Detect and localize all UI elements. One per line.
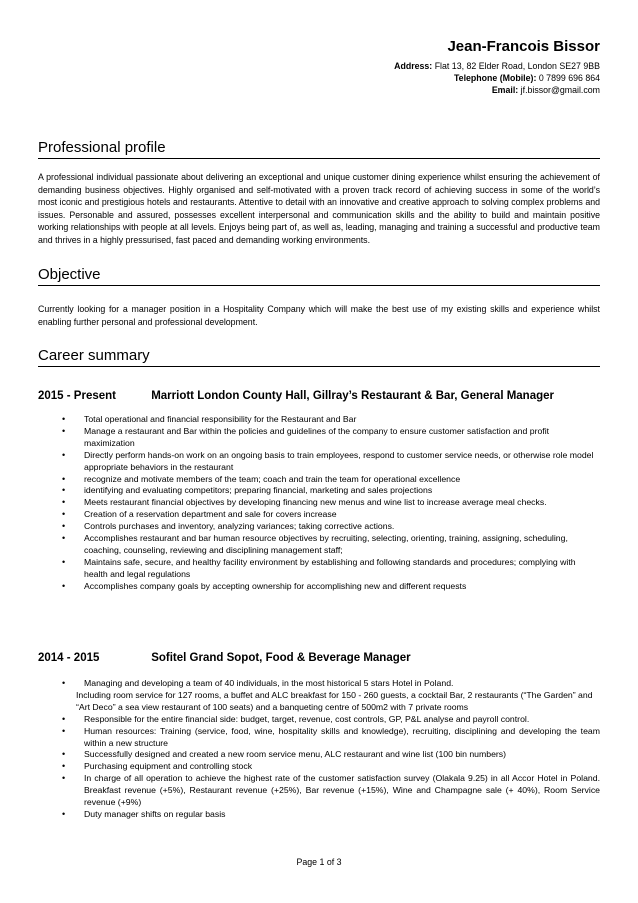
list-item: • Human resources: Training (service, food, wine, hospitality skills and knowledge), recruiting, disciplining and developing the team within a new structure [38, 726, 600, 750]
phone-line [394, 72, 600, 84]
list-item: • Accomplishes company goals by accepting ownership for accomplishing new and different requests [38, 581, 600, 593]
list-item: • Creation of a reservation department and sale for covers increase [38, 509, 600, 521]
list-item: • Accomplishes restaurant and bar human resource objectives by recruiting, selecting, orienting, training, assigning, scheduling, coaching, counseling, reviewing and disciplining management staff; [38, 533, 600, 557]
list-item: • Successfully designed and created a new room service menu, ALC restaurant and wine list (100 bin numbers) [38, 749, 600, 761]
phone-label: Telephone (Mobile): [453, 73, 537, 83]
resume-header [394, 38, 600, 96]
list-item: • Purchasing equipment and controlling stock [38, 761, 600, 773]
job-header [38, 651, 600, 665]
job-duties-list [38, 678, 600, 821]
phone-value: 0 7899 696 864 [538, 73, 600, 83]
list-item: • Manage a restaurant and Bar within the policies and guidelines of the company to ensure customer satisfaction and profit maximization [38, 426, 600, 450]
job-dates: 2015 - Present [38, 390, 116, 402]
address-line [394, 60, 600, 72]
profile-heading: Professional profile [38, 139, 600, 159]
objective-heading: Objective [38, 266, 600, 286]
job-duties-list [38, 414, 600, 593]
email-line [394, 84, 600, 96]
list-item: • Total operational and financial responsibility for the Restaurant and Bar [38, 414, 600, 426]
list-item: • identifying and evaluating competitors; preparing financial, marketing and sales projections [38, 485, 600, 497]
list-item: Including room service for 127 rooms, a buffet and ALC breakfast for 150 - 260 guests, a cocktail Bar, 2 restaurants (“The Garden” and “Art Deco” a sea view restaurant of 100 seats) and a banqueting centre of 500m2 with 7 private rooms [76, 689, 593, 712]
list-item: • Duty manager shifts on regular basis [38, 809, 600, 821]
job-dates: 2014 - 2015 [38, 652, 100, 664]
job-header [38, 389, 600, 403]
career-heading: Career summary [38, 347, 600, 367]
candidate-name: Jean-Francois Bissor [447, 38, 600, 55]
objective-text: Currently looking for a manager position in a Hospitality Company which will make the best use of my existing skills and experience whilst enabling further personal and professional development. [38, 304, 600, 327]
list-item: • Maintains safe, secure, and healthy facility environment by establishing and following standards and procedures; complying with health and legal regulations [38, 557, 600, 581]
email-value: jf.bissor@gmail.com [520, 85, 600, 95]
list-item: • recognize and motivate members of the team; coach and train the team for operational excellence [38, 474, 600, 486]
address-label: Address: [394, 61, 433, 71]
list-item: • Responsible for the entire financial side: budget, target, revenue, cost controls, GP, P&L analyse and payroll control. [38, 714, 600, 726]
email-label: Email: [491, 85, 519, 95]
address-value: Flat 13, 82 Elder Road, London SE27 9BB [434, 61, 600, 71]
list-item: • Meets restaurant financial objectives by developing financing new menus and wine list to increase average meal checks. [38, 497, 600, 509]
list-item: • Controls purchases and inventory, analyzing variances; taking corrective actions. [38, 521, 600, 533]
list-item: • Directly perform hands-on work on an ongoing basis to train employees, respond to customer service needs, or otherwise role model appropriate behaviors in the restaurant [38, 450, 600, 474]
list-item: • Managing and developing a team of 40 individuals, in the most historical 5 stars Hotel in Poland. [38, 678, 600, 690]
profile-text: A professional individual passionate about delivering an exceptional and unique customer dining experience whilst ensuring the achievement of demanding business objectives. Highly organised and self-motivated with a proven track record of achieving success in some of the world’s most iconic and prestigious hotels and restaurants. Attentive to detail with an innovative and creative approach to solving complex problems and issues. Personable and assured, possesses excellent interpersonal and communication skills and the ability to build and maintain positive working relationships with people at all levels. Enjoys being part of, as well as, leading, managing and training a successful and productive team and thrives in a highly pressurised, fast paced and demanding working environments. [38, 172, 600, 245]
job-title: Marriott London County Hall, Gillray’s Restaurant & Bar, General Manager [151, 390, 554, 402]
job-title: Sofitel Grand Sopot, Food & Beverage Manager [151, 652, 411, 664]
list-item: • In charge of all operation to achieve the highest rate of the customer satisfaction survey (Olakala 9.25) in all Accor Hotel in Poland. Breakfast revenue (+5%), Restaurant revenue (+25%), Bar revenue (+15%), Wine and Champagne sale (+ 40%), Room Service revenue (+9%) [38, 773, 600, 809]
page-number: Page 1 of 3 [296, 857, 342, 867]
